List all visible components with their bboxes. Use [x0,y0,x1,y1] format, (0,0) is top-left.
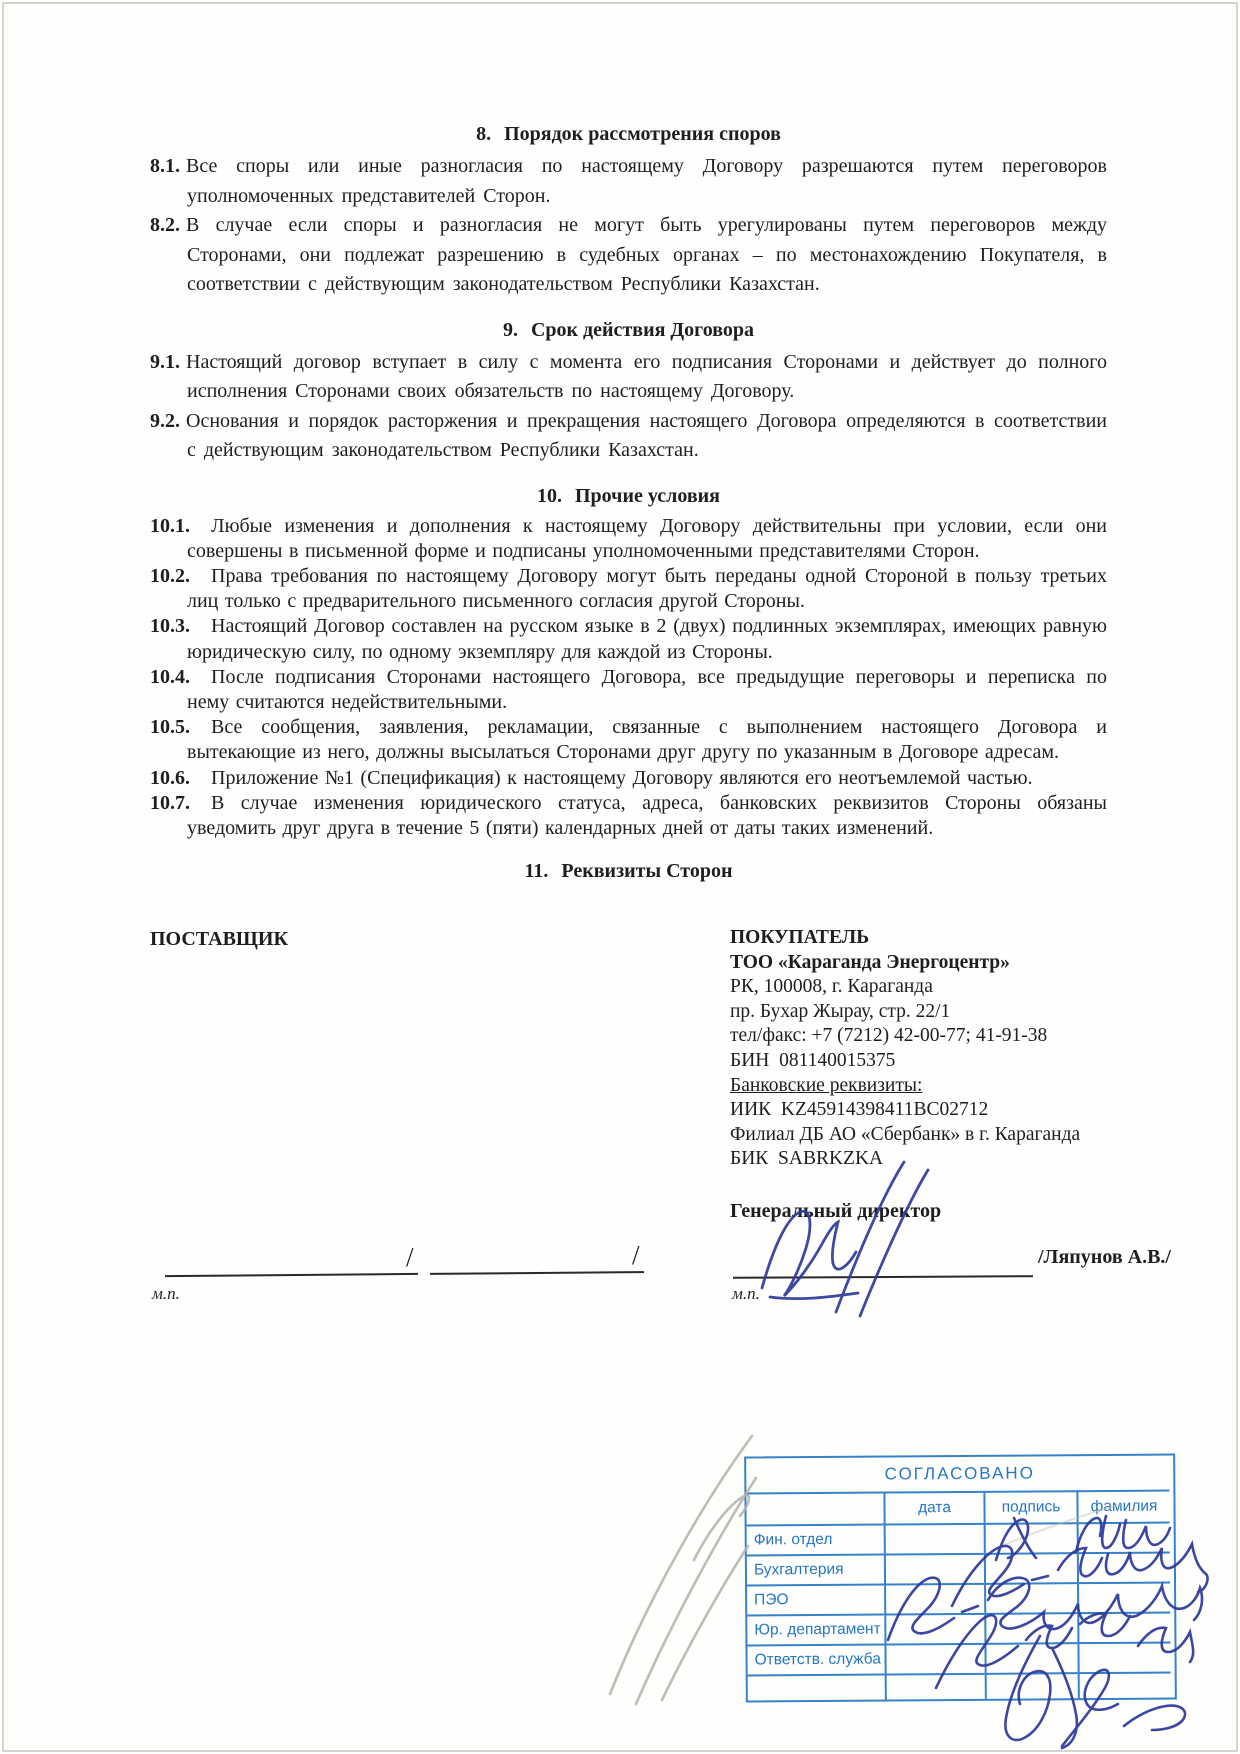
buyer-address-line: пр. Бухар Жырау, стр. 22/1 [730,1000,951,1022]
section-heading [150,857,1107,886]
section-heading [150,316,1107,345]
stamp-row [747,1522,1174,1555]
stamp-empty-cell [1078,1672,1171,1699]
buyer-address-line: РК, 100008, г. Караганда [730,976,933,998]
stamp-empty-cell [984,1522,1077,1553]
stamp-empty-cell [984,1642,1077,1673]
stamp-header-row [746,1490,1173,1525]
buyer-block [730,926,1170,1172]
stamp-row-empty [748,1672,1175,1701]
contract-clause [150,665,1107,715]
clause-number: 9.2. [150,409,180,432]
clause-number: 10.1. [150,514,190,537]
clause-number: 10.2. [150,564,190,587]
buyer-bank-line: БИК SABRKZKA [730,1148,884,1170]
clause-text: В случае изменения юридического статуса, адреса, банковских реквизитов Стороны обязаны уведомить друг друга в течение 5 (пяти) календарных дней от даты таких изменений. [187,791,1107,839]
section-number: 10. [537,484,562,507]
clause-number: 10.4. [150,665,190,688]
supplier-stamp-note: м.п. [152,1284,180,1303]
buyer-address-lines [730,975,1170,1073]
buyer-bank-line: ИИК KZ45914398411BC02712 [730,1099,989,1121]
buyer-bank-lines [730,1098,1170,1172]
buyer-title: ПОКУПАТЕЛЬ [730,927,870,948]
contract-clause [150,715,1107,765]
stamp-empty-cell [885,1673,985,1700]
clause-number: 10.6. [150,766,190,789]
contract-clause [150,791,1107,841]
section-title: Реквизиты Сторон [561,860,733,883]
supplier-slash-2: / [632,1240,640,1270]
contract-clause [150,614,1107,664]
buyer-bank-line: Филиал ДБ АО «Сбербанк» в г. Караганда [730,1123,1081,1145]
section-number: 9. [502,318,518,341]
stamp-column-header: фамилия [1076,1490,1169,1523]
clause-text: После подписания Сторонами настоящего Договора, все предыдущие переговоры и переписка по нему считаются недействительными. [187,665,1107,713]
stamp-empty-cell [984,1612,1077,1643]
clause-text: Настоящий Договор составлен на русском языке в 2 (двух) подлинных экземплярах, имеющих равную юридическую силу, по одному экземпляру для каждой из Стороны. [187,615,1107,663]
director-signature [762,1162,928,1316]
stamp-row-label: Юр. департамент [747,1614,884,1645]
stamp-row-label: Фин. отдел [747,1524,884,1555]
stamp-row-label: Бухгалтерия [747,1554,884,1585]
clause-number: 8.1. [150,155,180,177]
clause-text: Основания и порядок расторжения и прекращения настоящего Договора определяются в соответствии с действующим законодательством Республики Казахстан. [186,409,1107,461]
clause-number: 10.3. [150,615,190,638]
section-number: 8. [476,123,492,145]
stamp-empty-cell [985,1672,1078,1699]
stamp-empty-cell [984,1582,1077,1613]
section-number: 11. [524,860,549,883]
contract-clause [150,152,1107,211]
contract-clause [150,766,1107,791]
clause-number: 10.7. [150,791,190,814]
buyer-bank-details-label: Банковские реквизиты: [730,1074,923,1096]
stamp-empty-cell [1077,1552,1170,1583]
stamp-empty-cell [1077,1612,1170,1643]
clause-number: 8.2. [150,214,180,236]
contract-clause [150,514,1107,564]
buyer-company: ТОО «Караганда Энергоцентр» [730,951,1010,973]
buyer-signature-line [733,1275,1033,1279]
buyer-stamp-note: м.п. [732,1284,760,1303]
clause-number: 9.1. [150,350,180,373]
buyer-signatory-title: Генеральный директор [730,1200,942,1222]
contract-clause [150,211,1107,300]
approval-stamp [744,1453,1177,1702]
stamp-empty-cell [884,1643,984,1674]
stamp-row [747,1552,1174,1585]
section-title: Порядок рассмотрения споров [504,123,781,145]
clause-text: Права требования по настоящему Договору могут быть переданы одной Стороной в пользу третьих лиц только с предварительного письменного согласия другой Стороны. [187,564,1107,613]
stamp-empty-cell [1077,1522,1170,1553]
clause-text: Приложение №1 (Спецификация) к настоящему Договору являются его неотъемлемой частью. [211,766,1033,789]
section-heading [150,120,1107,149]
clause-text: Все сообщения, заявления, рекламации, связанные с выполнением настоящего Договора и вытекающие из него, должны высылаться Сторонами друг другу по указанным в Договоре адресам. [187,716,1107,764]
supplier-slash-1: / [406,1242,414,1272]
stamp-empty-cell [884,1613,984,1644]
stamp-row-label: Ответств. служба [747,1644,884,1675]
pencil-scribble [610,1436,756,1704]
stamp-row [747,1612,1174,1645]
section-heading [150,482,1107,511]
stamp-empty-cell [984,1552,1077,1583]
buyer-address-line: БИН 081140015375 [730,1049,896,1071]
stamp-empty-cell [748,1674,885,1701]
stamp-row-label: ПЭО [747,1584,884,1615]
stamp-column-header: дата [883,1491,983,1524]
section-title: Срок действия Договора [530,318,755,341]
clause-text: Все споры или иные разногласия по настоящему Договору разрешаются путем переговоров уполномоченных представителей Сторон. [186,155,1107,207]
stamp-body [747,1522,1175,1701]
stamp-row [747,1582,1174,1615]
clause-text: В случае если споры и разногласия не могут быть урегулированы путем переговоров между Сторонами, они подлежат разрешению в судебных органах – по местонахождению Покупателя, в соответствии с действующим законодательством Республики Казахстан. [186,214,1107,295]
stamp-header-empty-cell [746,1492,883,1525]
stamp-column-header: подпись [983,1490,1076,1523]
section-title: Прочие условия [575,484,720,507]
supplier-signature-line-2 [430,1271,644,1275]
stamp-empty-cell [1077,1582,1170,1613]
contract-sections [150,120,1107,889]
stamp-row [747,1642,1174,1675]
contract-clause [150,407,1107,466]
clause-number: 10.5. [150,716,190,739]
buyer-signatory-name: /Ляпунов А.В./ [1038,1246,1171,1268]
stamp-empty-cell [884,1583,984,1614]
supplier-title: ПОСТАВЩИК [150,928,288,950]
stamp-title: СОГЛАСОВАНО [884,1463,1035,1484]
stamp-empty-cell [884,1553,984,1584]
buyer-address-line: тел/факс: +7 (7212) 42-00-77; 41-91-38 [730,1025,1048,1047]
contract-clause [150,564,1107,614]
supplier-signature-line-1 [165,1273,418,1277]
contract-clause [150,348,1107,407]
clause-text: Любые изменения и дополнения к настоящему Договору действительны при условии, если они совершены в письменной форме и подписаны уполномоченными представителями Сторон. [187,514,1107,562]
stamp-empty-cell [884,1523,984,1554]
stamp-empty-cell [1077,1642,1170,1673]
clause-text: Настоящий договор вступает в силу с момента его подписания Сторонами и действует до полного исполнения Сторонами своих обязательств по настоящему Договору. [186,350,1107,402]
